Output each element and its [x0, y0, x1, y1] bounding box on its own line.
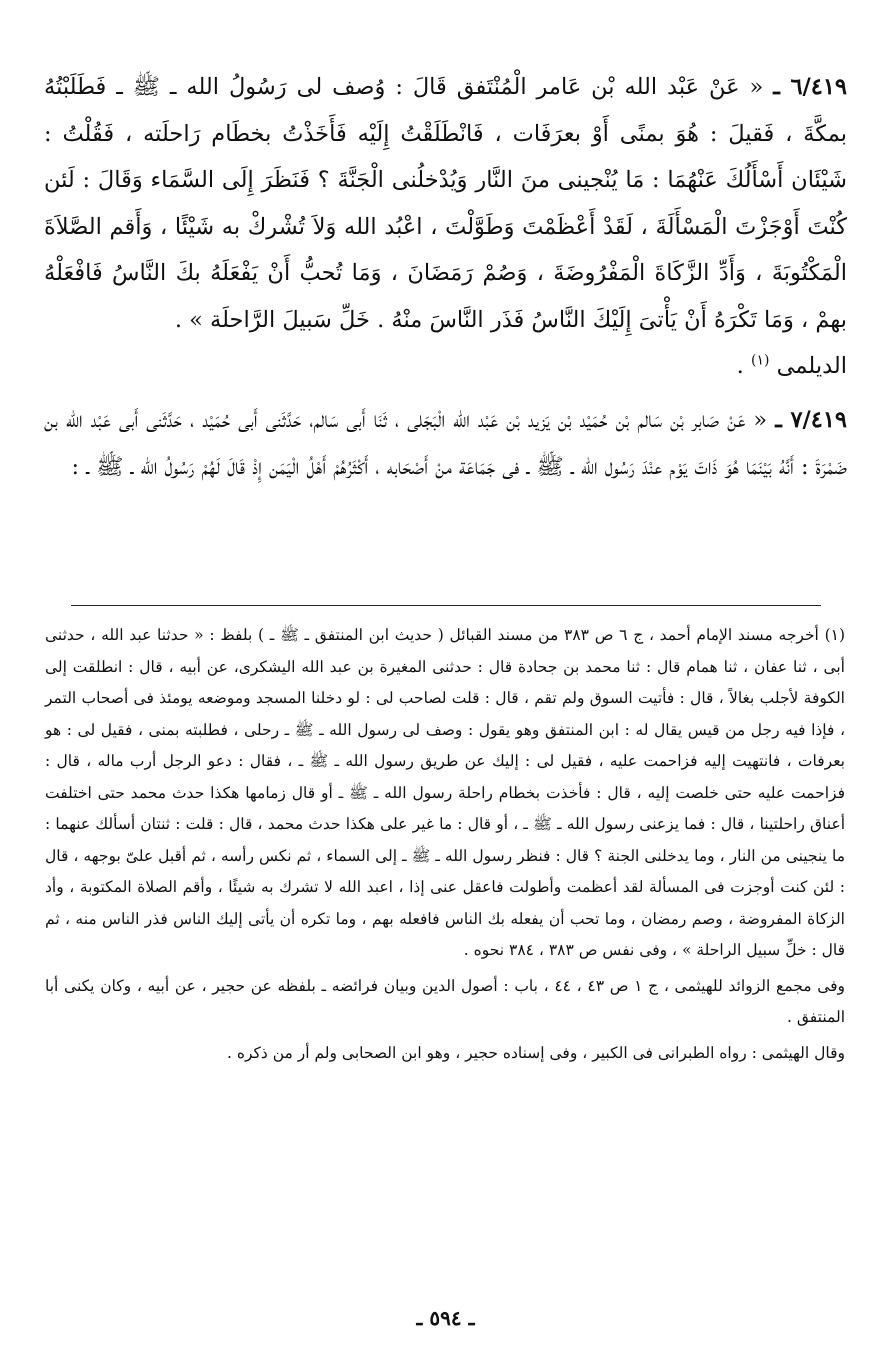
- footnote-separator: [71, 605, 821, 606]
- source-label: الديلمى: [776, 353, 847, 379]
- source-line-1: [44, 343, 847, 389]
- footnote-3: وقال الهيثمى : رواه الطبرانى فى الكبير ، وفى إسناده حجير ، وهو ابن الصحابى ولم أر من ذكره .: [226, 1043, 845, 1062]
- source-end: .: [736, 353, 744, 379]
- hadith-text-2: « عَنْ صَابر بْن سَالم بْن حُمَيْد بْن يَزيد بْن عَبْد الله الْبَجَلى ، ثَنَا أَبى سَالم، حَدَّثَنى أَبى حُمَيْد ، حَدَّثَنى أَبى عَبْد الله بن ضَمْرَةَ : أَنَّهُ بَيْنَمَا هُوَ ذَاتَ يَوْم عنْدَ رَسُول الله ـ ﷺ ـ فى جَمَاعَة منْ أَصْحَابه ، أَكْثَرُهُمْ أَهْلُ الْيَمَن إِذْ قَالَ لَهُمْ رَسُولُ الله ـ ﷺ ـ :: [44, 407, 847, 480]
- footnote-reference[interactable]: (١): [750, 352, 770, 369]
- footnote-2: وفى مجمع الزوائد للهيثمى ، ج ١ ص ٤٣ ، ٤٤ ، باب : أصول الدين وبيان فرائضه ـ بلفظه عن حجير ، عن أبيه ، وكان يكنى أبا المنتفق .: [45, 976, 846, 1026]
- hadith-text-1: « عَنْ عَبْد الله بْن عَامر الْمُنْتَفق قَالَ : وُصف لى رَسُولُ الله ـ ﷺ ـ فَطَلَبْتُهُ بمكَّةَ ، فَقيلَ : هُوَ بمنًى أَوْ بعرَفَات ، فَانْطَلَقْتُ إِلَيْه فَأَخَذْتُ بخطَام رَاحلَته ، فَقُلْتُ : شَيْئَان أَسْأَلُكَ عَنْهُمَا : مَا يُنْجينى منَ النَّار وَيُدْخلُنى الْجَنَّةَ ؟ فَنَظَرَ إِلَى السَّمَاء وَقَالَ : لَئن كُنْتَ أَوْجَزْتَ الْمَسْأَلَةَ ، لَقَدْ أَعْظَمْتَ وَطَوَّلْتَ ، اعْبُد الله وَلاَ تُشْركْ به شَيْئًا ، وَأَقم الصَّلاَةَ الْمَكْتُوبَةَ ، وَأَدِّ الزَّكَاةَ الْمَفْرُوضَةَ ، وَصُمْ رَمَضَانَ ، وَمَا تُحبُّ أَنْ يَفْعَلَهُ بكَ النَّاسُ فَافْعَلْهُ بهمْ ، وَمَا تَكْرَهُ أَنْ يَأْتىَ إِلَيْكَ النَّاسُ فَذَر النَّاسَ منْهُ . خَلِّ سَبيلَ الرَّاحلَة » .: [44, 74, 847, 333]
- main-text-block: [44, 64, 847, 490]
- footnote-1: (١) أخرجه مسند الإمام أحمد ، ج ٦ ص ٣٨٣ من مسند القبائل ( حديث ابن المنتفق ـ ﷺ ـ ) بلفظ : « حدثنا عبد الله ، حدثنى أبى ، ثنا عفان ، ثنا همام قال : ثنا محمد بن جحادة قال : حدثنى المغيرة بن عبد الله اليشكرى، عن أبيه ، قال : انطلقت إلى الكوفة لأجلب بغالاً ، قال : فأتيت السوق ولم تقم ، قال : قلت لصاحب لى : لو دخلنا المسجد وموضعه يومئذ فى أصحاب التمر ، فإذا فيه رجل من قيس يقال له : ابن المنتفق وهو يقول : وصف لى رسول الله ـ ﷺ ـ رحلى ، فطلبته بمنى ، فقيل لى : هو بعرفات ، فانتهيت إليه فزاحمت عليه ، فقيل لى : إليك عن طريق رسول الله ـ ﷺ ـ ، فقال : دعو الرجل أرب ماله ، قال : فزاحمت عليه حتى خلصت إليه ، قال : فأخذت بخطام راحلة رسول الله ـ ﷺ ـ أو قال زمامها هكذا حدث محمد حتى اختلفت أعناق راحلتينا ، قال : فما يزعنى رسول الله ـ ﷺ ـ ، أو قال : ما غير على هكذا حدث محمد ، قال : قلت : ثنتان أسألك عنهما : ما ينجينى من النار ، وما يدخلنى الجنة ؟ قال : فنظر رسول الله ـ ﷺ ـ إلى السماء ، ثم نكس رأسه ، ثم أقبل علىّ بوجهه ، قال : لئن كنت أوجزت فى المسألة لقد أعظمت وأطولت فاعقل عنى إذا ، اعبد الله لا تشرك به شيئًا ، وأقم الصلاة المكتوبة ، وأد الزكاة المفروضة ، وصم رمضان ، وما تحب أن يفعله بك الناس فافعله بهم ، وما تكره أن يأتى إليك الناس فذر الناس منه ، ثم قال : خلِّ سبيل الراحلة » ، وفى نفس ص ٣٨٣ ، ٣٨٤ نحوه .: [45, 626, 846, 959]
- page-number: ـ ٥٩٤ ـ: [416, 1306, 475, 1330]
- hadith-number-1: ٦/٤١٩ ـ: [773, 74, 847, 100]
- hadith-number-2: ٧/٤١٩ ـ: [775, 407, 847, 433]
- footnotes-block: [45, 620, 845, 1069]
- hadith-paragraph-1: [44, 64, 847, 343]
- hadith-paragraph-2: [44, 397, 847, 490]
